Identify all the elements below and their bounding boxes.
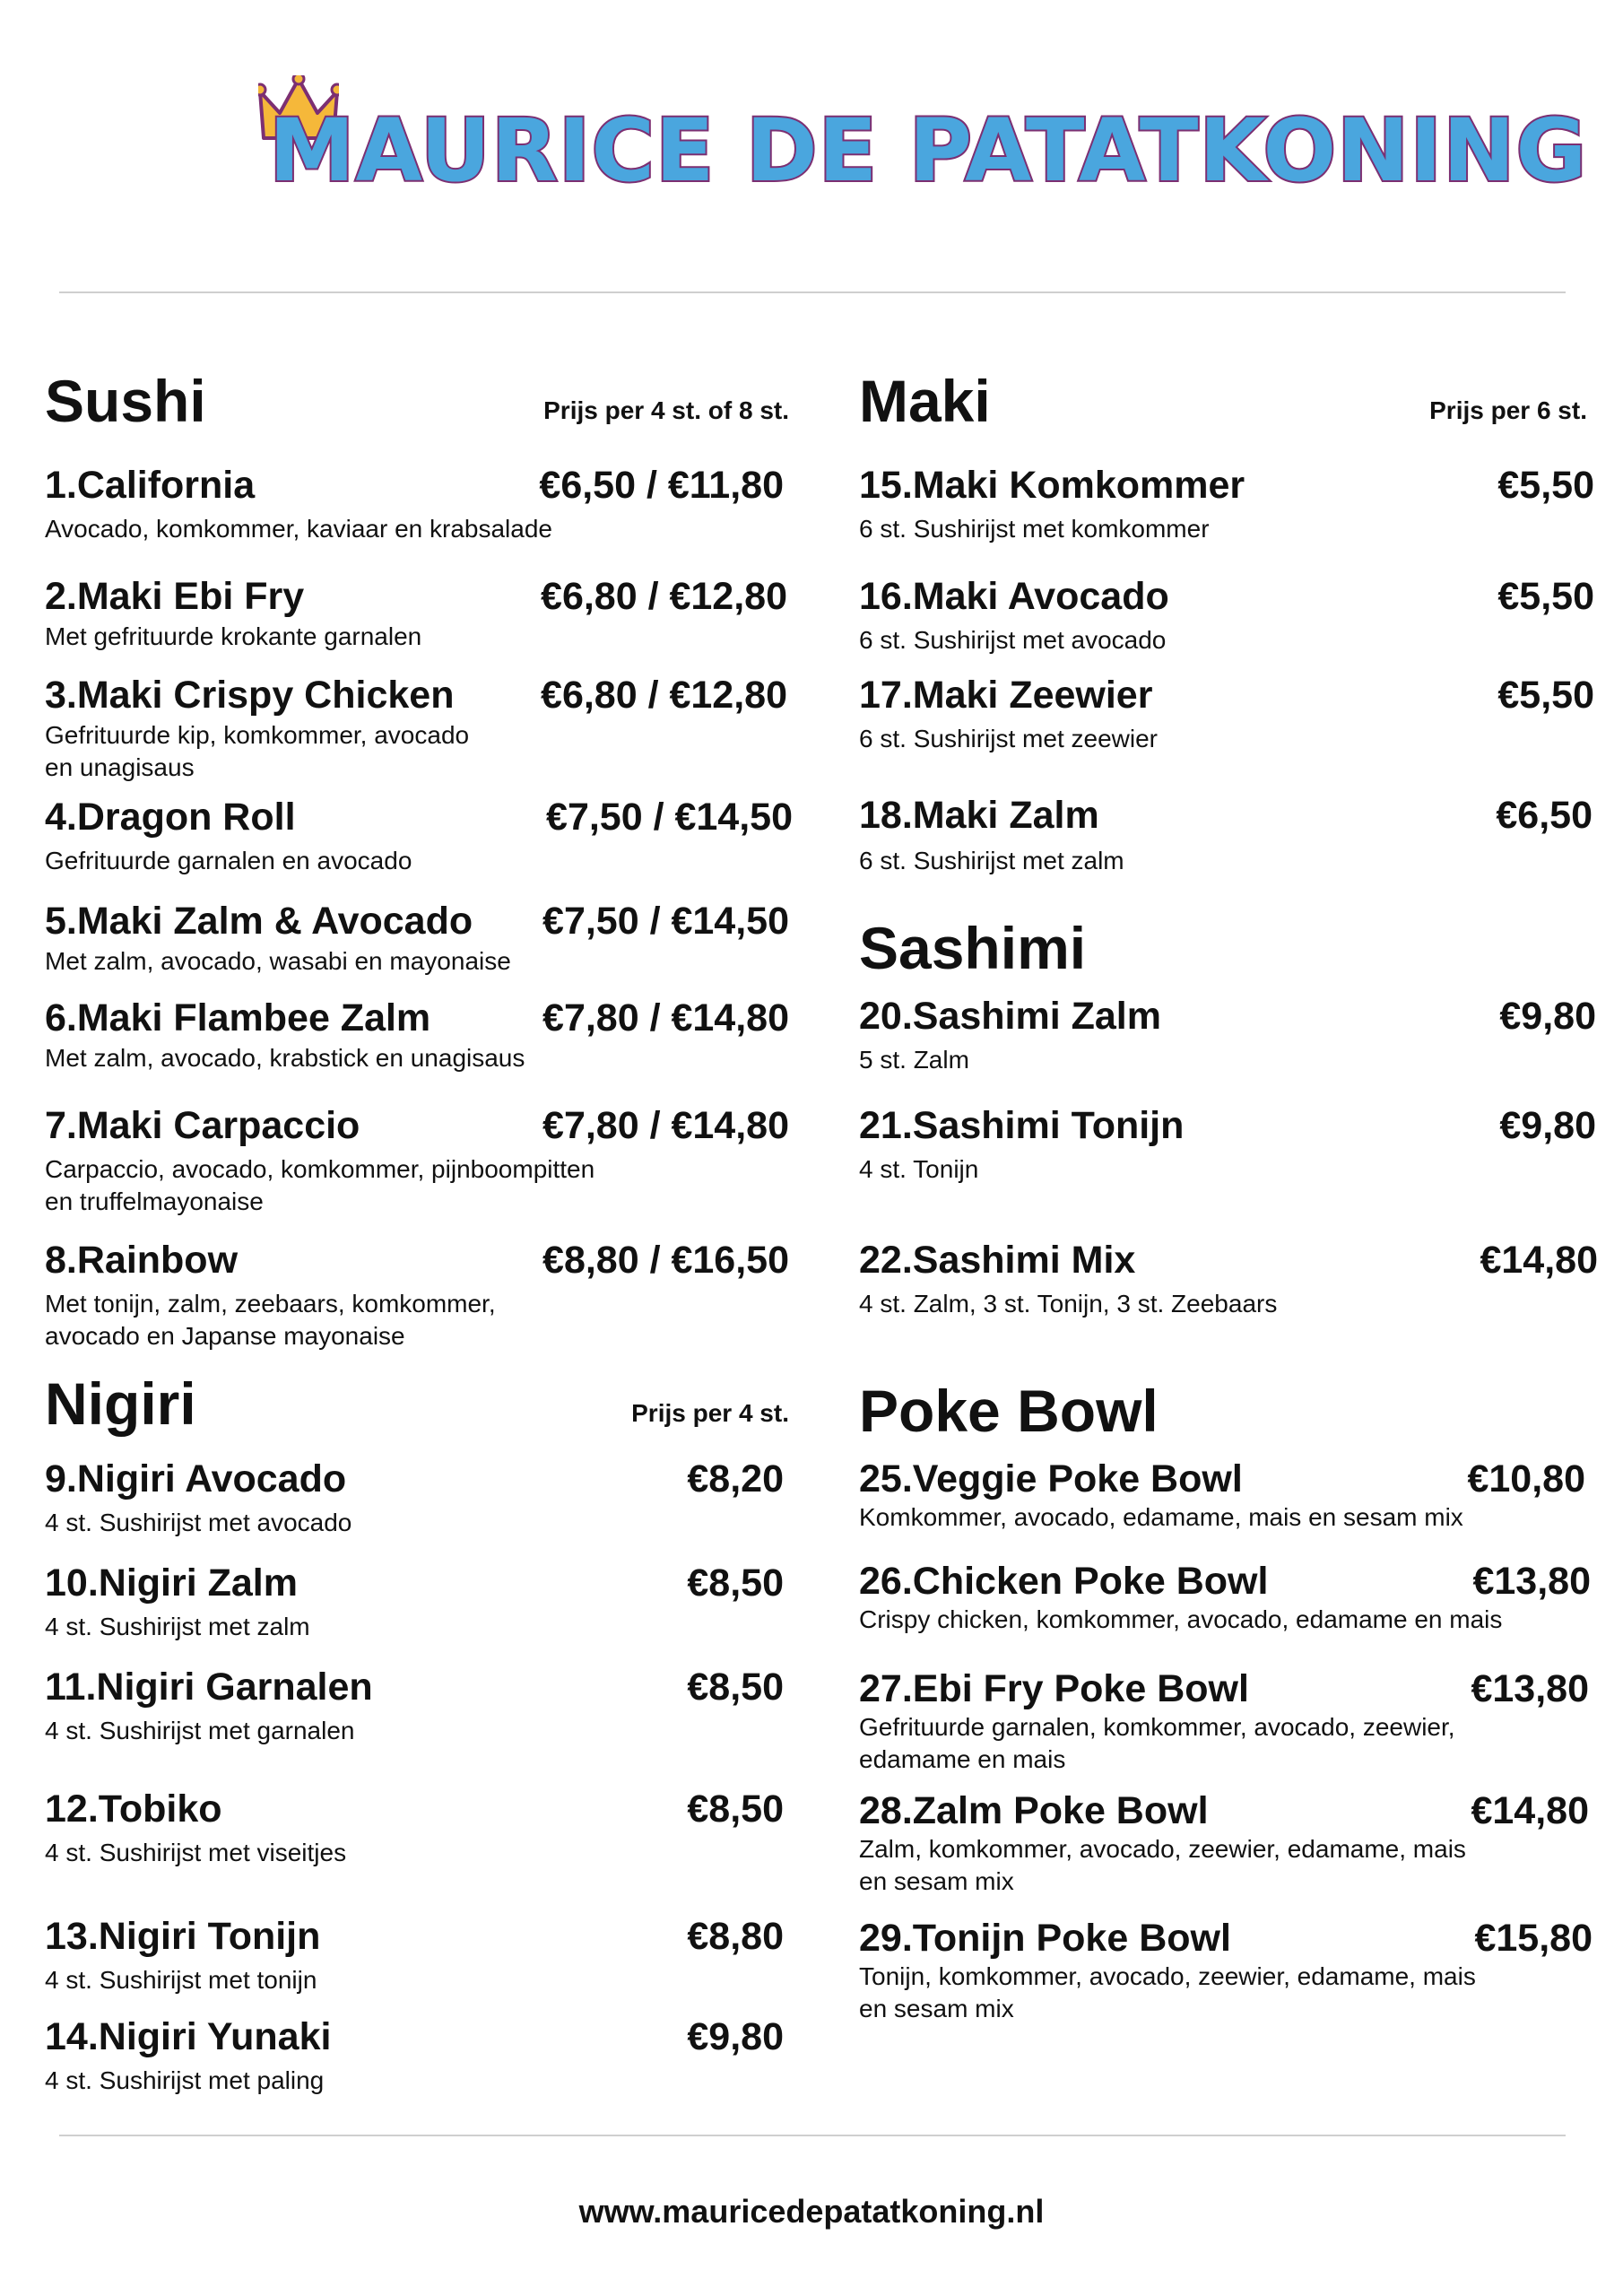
item-name: 13.Nigiri Tonijn: [45, 1915, 321, 1958]
item-description: Carpaccio, avocado, komkommer, pijnboompitten en truffelmayonaise: [45, 1155, 595, 1215]
item-price: €9,80: [687, 2015, 784, 2058]
item-description: Tonijn, komkommer, avocado, zeewier, edamame, mais en sesam mix: [859, 1962, 1476, 2022]
item-name: 20.Sashimi Zalm: [859, 995, 1161, 1038]
item-price: €14,80: [1480, 1239, 1598, 1282]
item-description: 4 st. Zalm, 3 st. Tonijn, 3 st. Zeebaars: [859, 1290, 1278, 1318]
item-name: 6.Maki Flambee Zalm: [45, 996, 431, 1039]
item-price: €13,80: [1472, 1560, 1591, 1603]
item-name: 15.Maki Komkommer: [859, 464, 1245, 507]
item-description: Met tonijn, zalm, zeebaars, komkommer, avocado en Japanse mayonaise: [45, 1290, 496, 1350]
item-description: 4 st. Sushirijst met viseitjes: [45, 1839, 347, 1866]
left-column: [45, 0, 793, 2296]
section-title-sashimi: Sashimi: [859, 915, 1087, 981]
item-name: 3.Maki Crispy Chicken: [45, 674, 455, 717]
right-column: [859, 0, 1603, 2296]
logo-text: MAURICE DE PATATKONING: [269, 100, 1588, 201]
section-note-nigiri: Prijs per 4 st.: [631, 1399, 789, 1427]
item-name: 5.Maki Zalm & Avocado: [45, 900, 473, 943]
item-name: 12.Tobiko: [45, 1787, 222, 1831]
item-price: €9,80: [1499, 995, 1596, 1038]
item-description: 4 st. Sushirijst met zalm: [45, 1613, 310, 1640]
item-description: Gefrituurde garnalen, komkommer, avocado, zeewier, edamame en mais: [859, 1713, 1455, 1773]
item-description: 4 st. Tonijn: [859, 1155, 979, 1183]
item-name: 25.Veggie Poke Bowl: [859, 1457, 1243, 1500]
item-price: €9,80: [1499, 1104, 1596, 1147]
item-description: 4 st. Sushirijst met tonijn: [45, 1966, 317, 1994]
item-description: Met gefrituurde krokante garnalen: [45, 622, 422, 650]
item-price: €7,80 / €14,80: [542, 996, 789, 1039]
item-name: 4.Dragon Roll: [45, 796, 296, 839]
item-name: 27.Ebi Fry Poke Bowl: [859, 1667, 1249, 1710]
item-name: 22.Sashimi Mix: [859, 1239, 1136, 1282]
item-name: 9.Nigiri Avocado: [45, 1457, 347, 1500]
item-description: 6 st. Sushirijst met zalm: [859, 847, 1124, 874]
item-price: €6,50: [1496, 794, 1593, 837]
item-name: 21.Sashimi Tonijn: [859, 1104, 1185, 1147]
section-title-sushi: Sushi: [45, 368, 206, 434]
section-title-poke-bowl: Poke Bowl: [859, 1378, 1159, 1444]
item-price: €6,80 / €12,80: [541, 674, 787, 717]
item-price: €6,50 / €11,80: [539, 464, 784, 507]
item-price: €8,50: [687, 1665, 784, 1709]
item-name: 8.Rainbow: [45, 1239, 239, 1282]
item-name: 17.Maki Zeewier: [859, 674, 1153, 717]
bottom-divider: [59, 2135, 1566, 2136]
item-price: €15,80: [1474, 1917, 1593, 1960]
item-description: Gefrituurde garnalen en avocado: [45, 847, 412, 874]
website-link[interactable]: www.mauricedepatatkoning.nl: [578, 2193, 1045, 2230]
item-price: €5,50: [1497, 464, 1594, 507]
item-description: Zalm, komkommer, avocado, zeewier, edamame, mais en sesam mix: [859, 1835, 1466, 1895]
item-name: 7.Maki Carpaccio: [45, 1104, 360, 1147]
item-name: 2.Maki Ebi Fry: [45, 575, 305, 618]
item-price: €5,50: [1497, 674, 1594, 717]
item-price: €8,50: [687, 1561, 784, 1605]
section-note-maki: Prijs per 6 st.: [1429, 396, 1587, 424]
item-price: €7,50 / €14,50: [546, 796, 793, 839]
item-description: 6 st. Sushirijst met avocado: [859, 626, 1167, 654]
item-description: Gefrituurde kip, komkommer, avocado en unagisaus: [45, 721, 470, 781]
item-price: €5,50: [1497, 575, 1594, 618]
item-name: 28.Zalm Poke Bowl: [859, 1789, 1209, 1832]
item-description: 4 st. Sushirijst met paling: [45, 2066, 325, 2094]
section-note-sushi: Prijs per 4 st. of 8 st.: [543, 396, 789, 424]
item-description: Met zalm, avocado, wasabi en mayonaise: [45, 947, 511, 975]
item-description: 6 st. Sushirijst met zeewier: [859, 725, 1158, 752]
item-price: €8,80: [687, 1915, 784, 1958]
item-price: €8,20: [687, 1457, 784, 1500]
item-price: €8,80 / €16,50: [542, 1239, 789, 1282]
item-name: 16.Maki Avocado: [859, 575, 1169, 618]
item-description: Komkommer, avocado, edamame, mais en sesam mix: [859, 1503, 1463, 1531]
section-title-maki: Maki: [859, 368, 991, 434]
item-price: €14,80: [1471, 1789, 1589, 1832]
item-description: Avocado, komkommer, kaviaar en krabsalade: [45, 515, 552, 543]
item-price: €7,80 / €14,80: [542, 1104, 789, 1147]
item-price: €8,50: [687, 1787, 784, 1831]
item-description: 5 st. Zalm: [859, 1046, 969, 1074]
item-description: 6 st. Sushirijst met komkommer: [859, 515, 1210, 543]
item-price: €10,80: [1467, 1457, 1585, 1500]
item-name: 10.Nigiri Zalm: [45, 1561, 298, 1605]
item-description: 4 st. Sushirijst met avocado: [45, 1509, 352, 1536]
item-name: 29.Tonijn Poke Bowl: [859, 1917, 1231, 1960]
item-name: 11.Nigiri Garnalen: [45, 1665, 373, 1709]
item-price: €6,80 / €12,80: [541, 575, 787, 618]
item-name: 26.Chicken Poke Bowl: [859, 1560, 1269, 1603]
item-price: €7,50 / €14,50: [542, 900, 789, 943]
item-description: Crispy chicken, komkommer, avocado, edamame en mais: [859, 1605, 1503, 1633]
item-name: 14.Nigiri Yunaki: [45, 2015, 332, 2058]
item-price: €13,80: [1471, 1667, 1589, 1710]
item-description: 4 st. Sushirijst met garnalen: [45, 1717, 355, 1744]
item-name: 1.California: [45, 464, 256, 507]
item-description: Met zalm, avocado, krabstick en unagisaus: [45, 1044, 525, 1072]
item-name: 18.Maki Zalm: [859, 794, 1099, 837]
section-title-nigiri: Nigiri: [45, 1370, 196, 1437]
